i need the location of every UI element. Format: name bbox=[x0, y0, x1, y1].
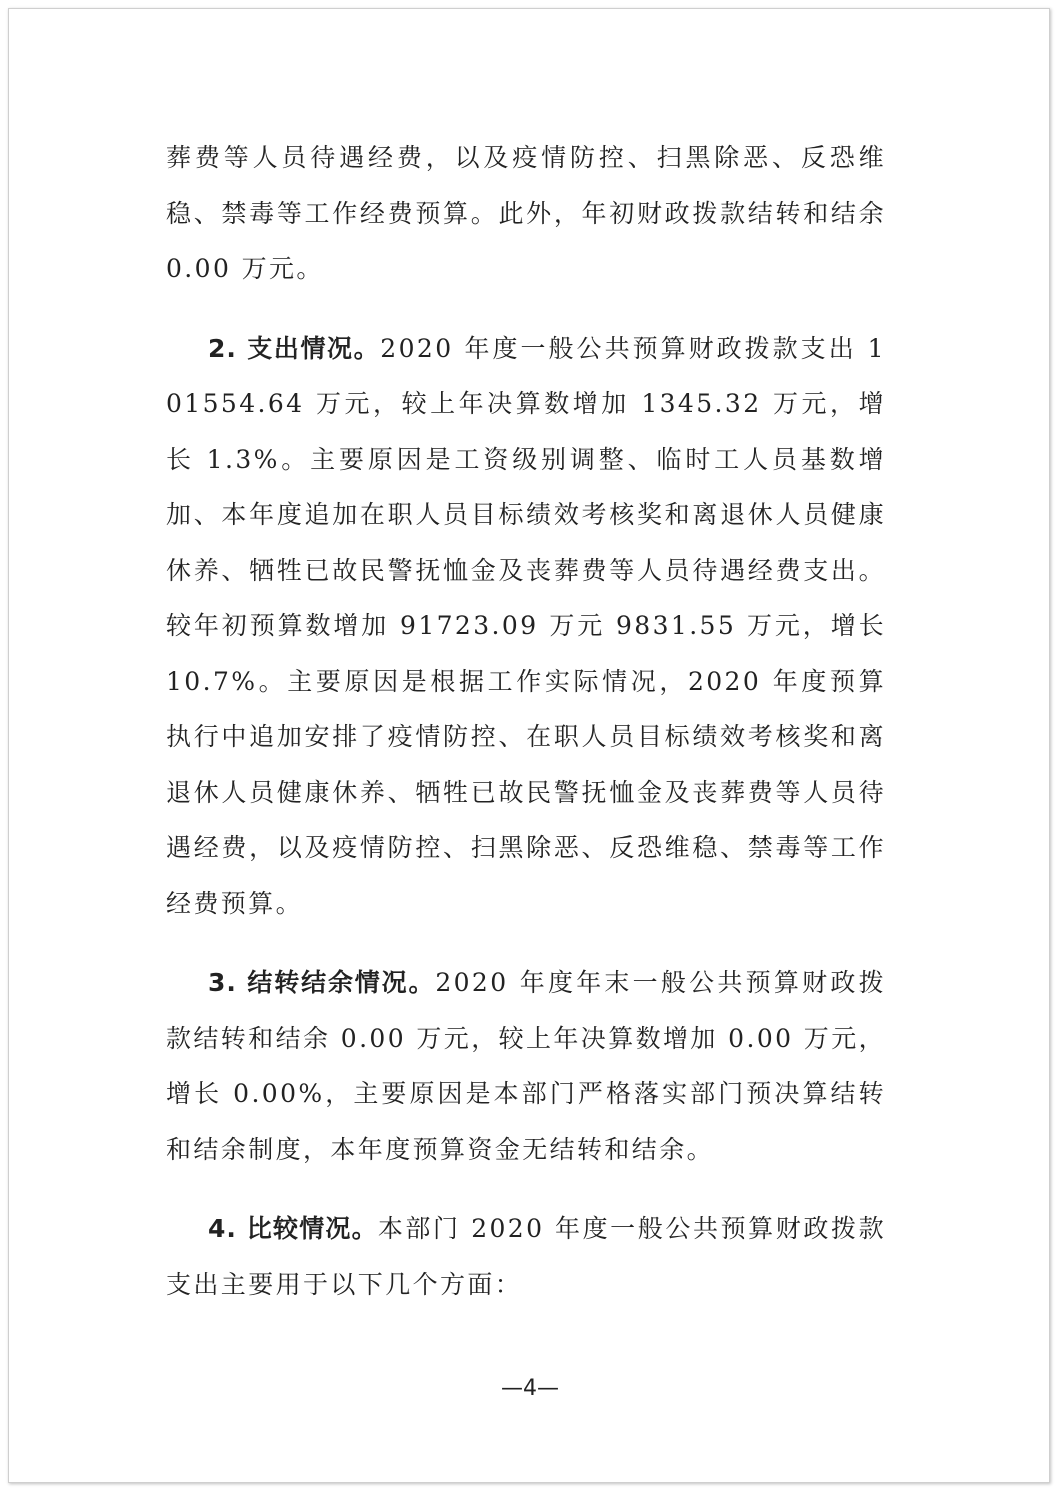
paragraph-comparison bbox=[166, 1201, 886, 1312]
heading-carryover: 3. 结转结余情况。 bbox=[208, 968, 436, 997]
heading-expenditure: 2. 支出情况。 bbox=[208, 333, 381, 363]
paragraph-expenditure bbox=[166, 321, 886, 932]
paragraph-carryover-body: 2020 年度年末一般公共预算财政拨款结转和结余 0.00 万元，较上年决算数增加 0.00 万元，增长 0.00%，主要原因是本部门严格落实部门预决算结转和结余制度，本年度预算资金无结转和结余。 bbox=[166, 968, 886, 1164]
heading-comparison: 4. 比较情况。 bbox=[208, 1214, 378, 1243]
paragraph-comparison-body: 本部门 2020 年度一般公共预算财政拨款支出主要用于以下几个方面： bbox=[166, 1214, 886, 1299]
page-number: —4— bbox=[501, 1376, 559, 1401]
paragraph-expenditure-body: 2020 年度一般公共预算财政拨款支出 101554.64 万元，较上年决算数增加 1345.32 万元，增长 1.3%。主要原因是工资级别调整、临时工人员基数增加、本年度追加在职人员目标绩效考核奖和离退休人员健康休养、牺牲已故民警抚恤金及丧葬费等人员待遇经费支出。较年初预算数增加 91723.09 万元 9831.55 万元，增长 10.7%。主要原因是根据工作实际情况，2020 年度预算执行中追加安排了疫情防控、在职人员目标绩效考核奖和离退休人员健康休养、牺牲已故民警抚恤金及丧葬费等人员待遇经费，以及疫情防控、扫黑除恶、反恐维稳、禁毒等工作经费预算。 bbox=[166, 333, 886, 918]
document-body bbox=[166, 130, 886, 1312]
paragraph-carryover bbox=[166, 955, 886, 1177]
paragraph-continuation: 葬费等人员待遇经费，以及疫情防控、扫黑除恶、反恐维稳、禁毒等工作经费预算。此外，年初财政拨款结转和结余 0.00 万元。 bbox=[166, 143, 886, 283]
